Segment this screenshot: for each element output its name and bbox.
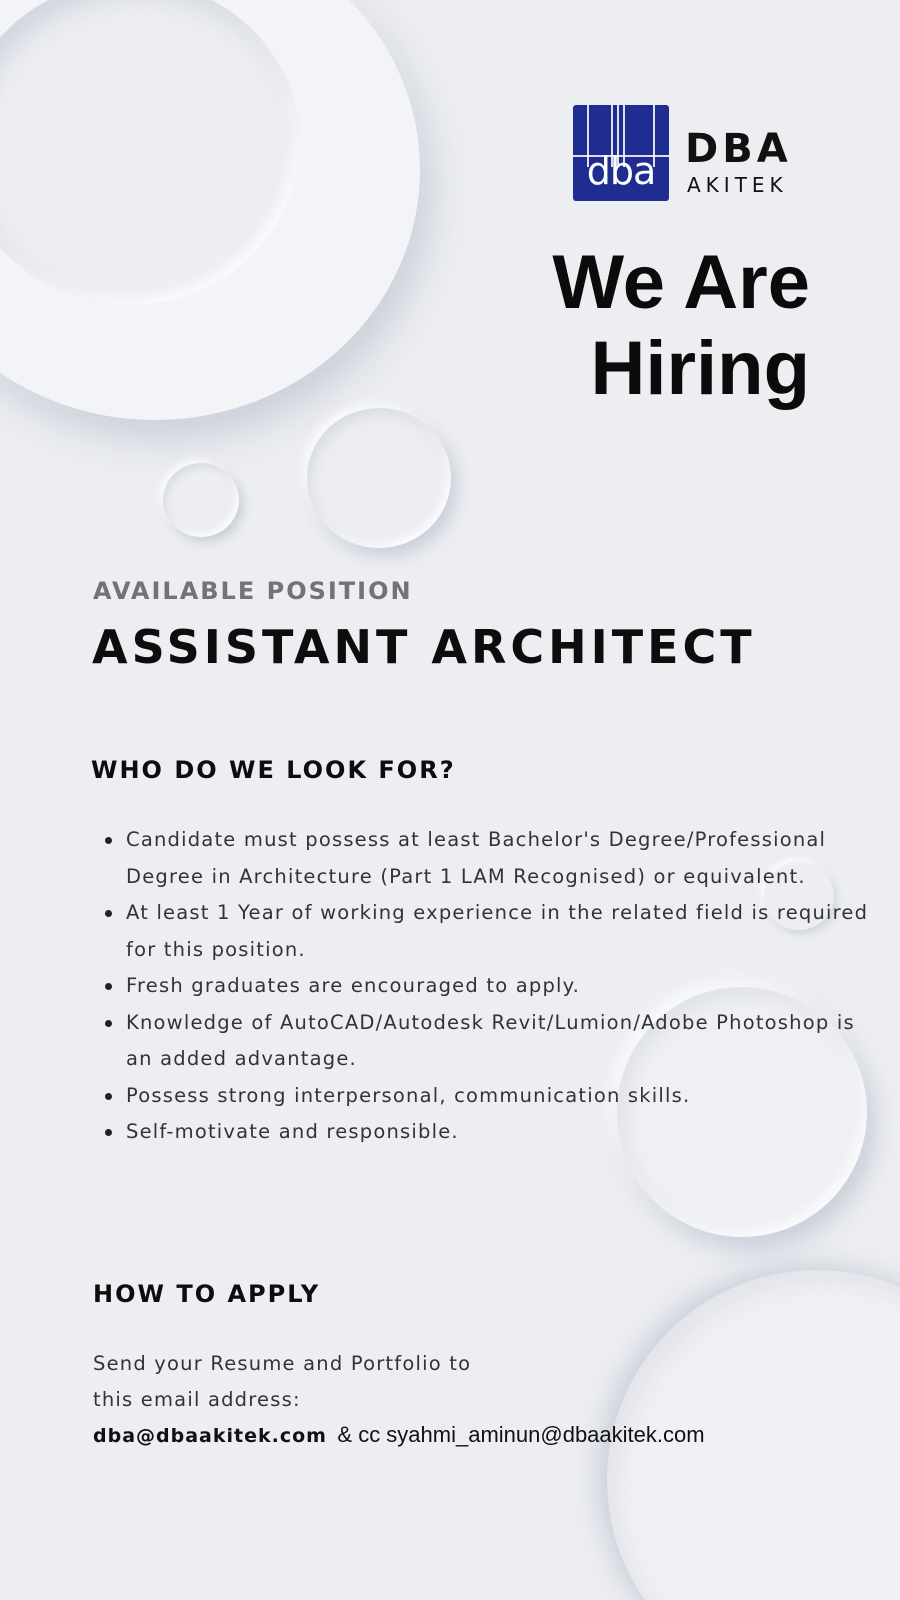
decor-circle-small xyxy=(163,463,239,537)
email-line xyxy=(93,1422,705,1448)
list-item: Candidate must possess at least Bachelor's Degree/Professional Degree in Architecture (Part 1 LAM Recognised) or equivalent. xyxy=(126,822,871,895)
list-item: Possess strong interpersonal, communication skills. xyxy=(126,1078,871,1115)
apply-heading: HOW TO APPLY xyxy=(93,1280,321,1308)
requirements-list xyxy=(100,822,871,1151)
list-item: Fresh graduates are encouraged to apply. xyxy=(126,968,871,1005)
headline-line-1: We Are xyxy=(552,240,810,325)
cc-email-text: & cc syahmi_aminun@dbaakitek.com xyxy=(337,1422,705,1447)
decor-circle-medium xyxy=(307,408,451,548)
logo-mark xyxy=(573,105,669,201)
position-title: ASSISTANT ARCHITECT xyxy=(92,620,756,674)
logo-mark-text: dba xyxy=(586,149,656,193)
headline-line-2: Hiring xyxy=(590,326,810,411)
headline xyxy=(390,240,810,412)
list-item: Knowledge of AutoCAD/Autodesk Revit/Lumion/Adobe Photoshop is an added advantage. xyxy=(126,1005,871,1078)
available-position-label: AVAILABLE POSITION xyxy=(93,577,413,605)
company-name: DBA xyxy=(685,126,792,172)
apply-instructions xyxy=(93,1346,471,1418)
list-item: At least 1 Year of working experience in the related field is required for this position. xyxy=(126,895,871,968)
company-logo xyxy=(573,105,801,203)
requirements-heading: WHO DO WE LOOK FOR? xyxy=(91,756,456,784)
email-link[interactable]: dba@dbaakitek.com xyxy=(93,1425,327,1447)
company-subtitle: AKITEK xyxy=(687,173,788,197)
list-item: Self-motivate and responsible. xyxy=(126,1114,871,1151)
apply-line-1: Send your Resume and Portfolio to xyxy=(93,1352,472,1375)
apply-line-2: this email address: xyxy=(93,1388,301,1411)
